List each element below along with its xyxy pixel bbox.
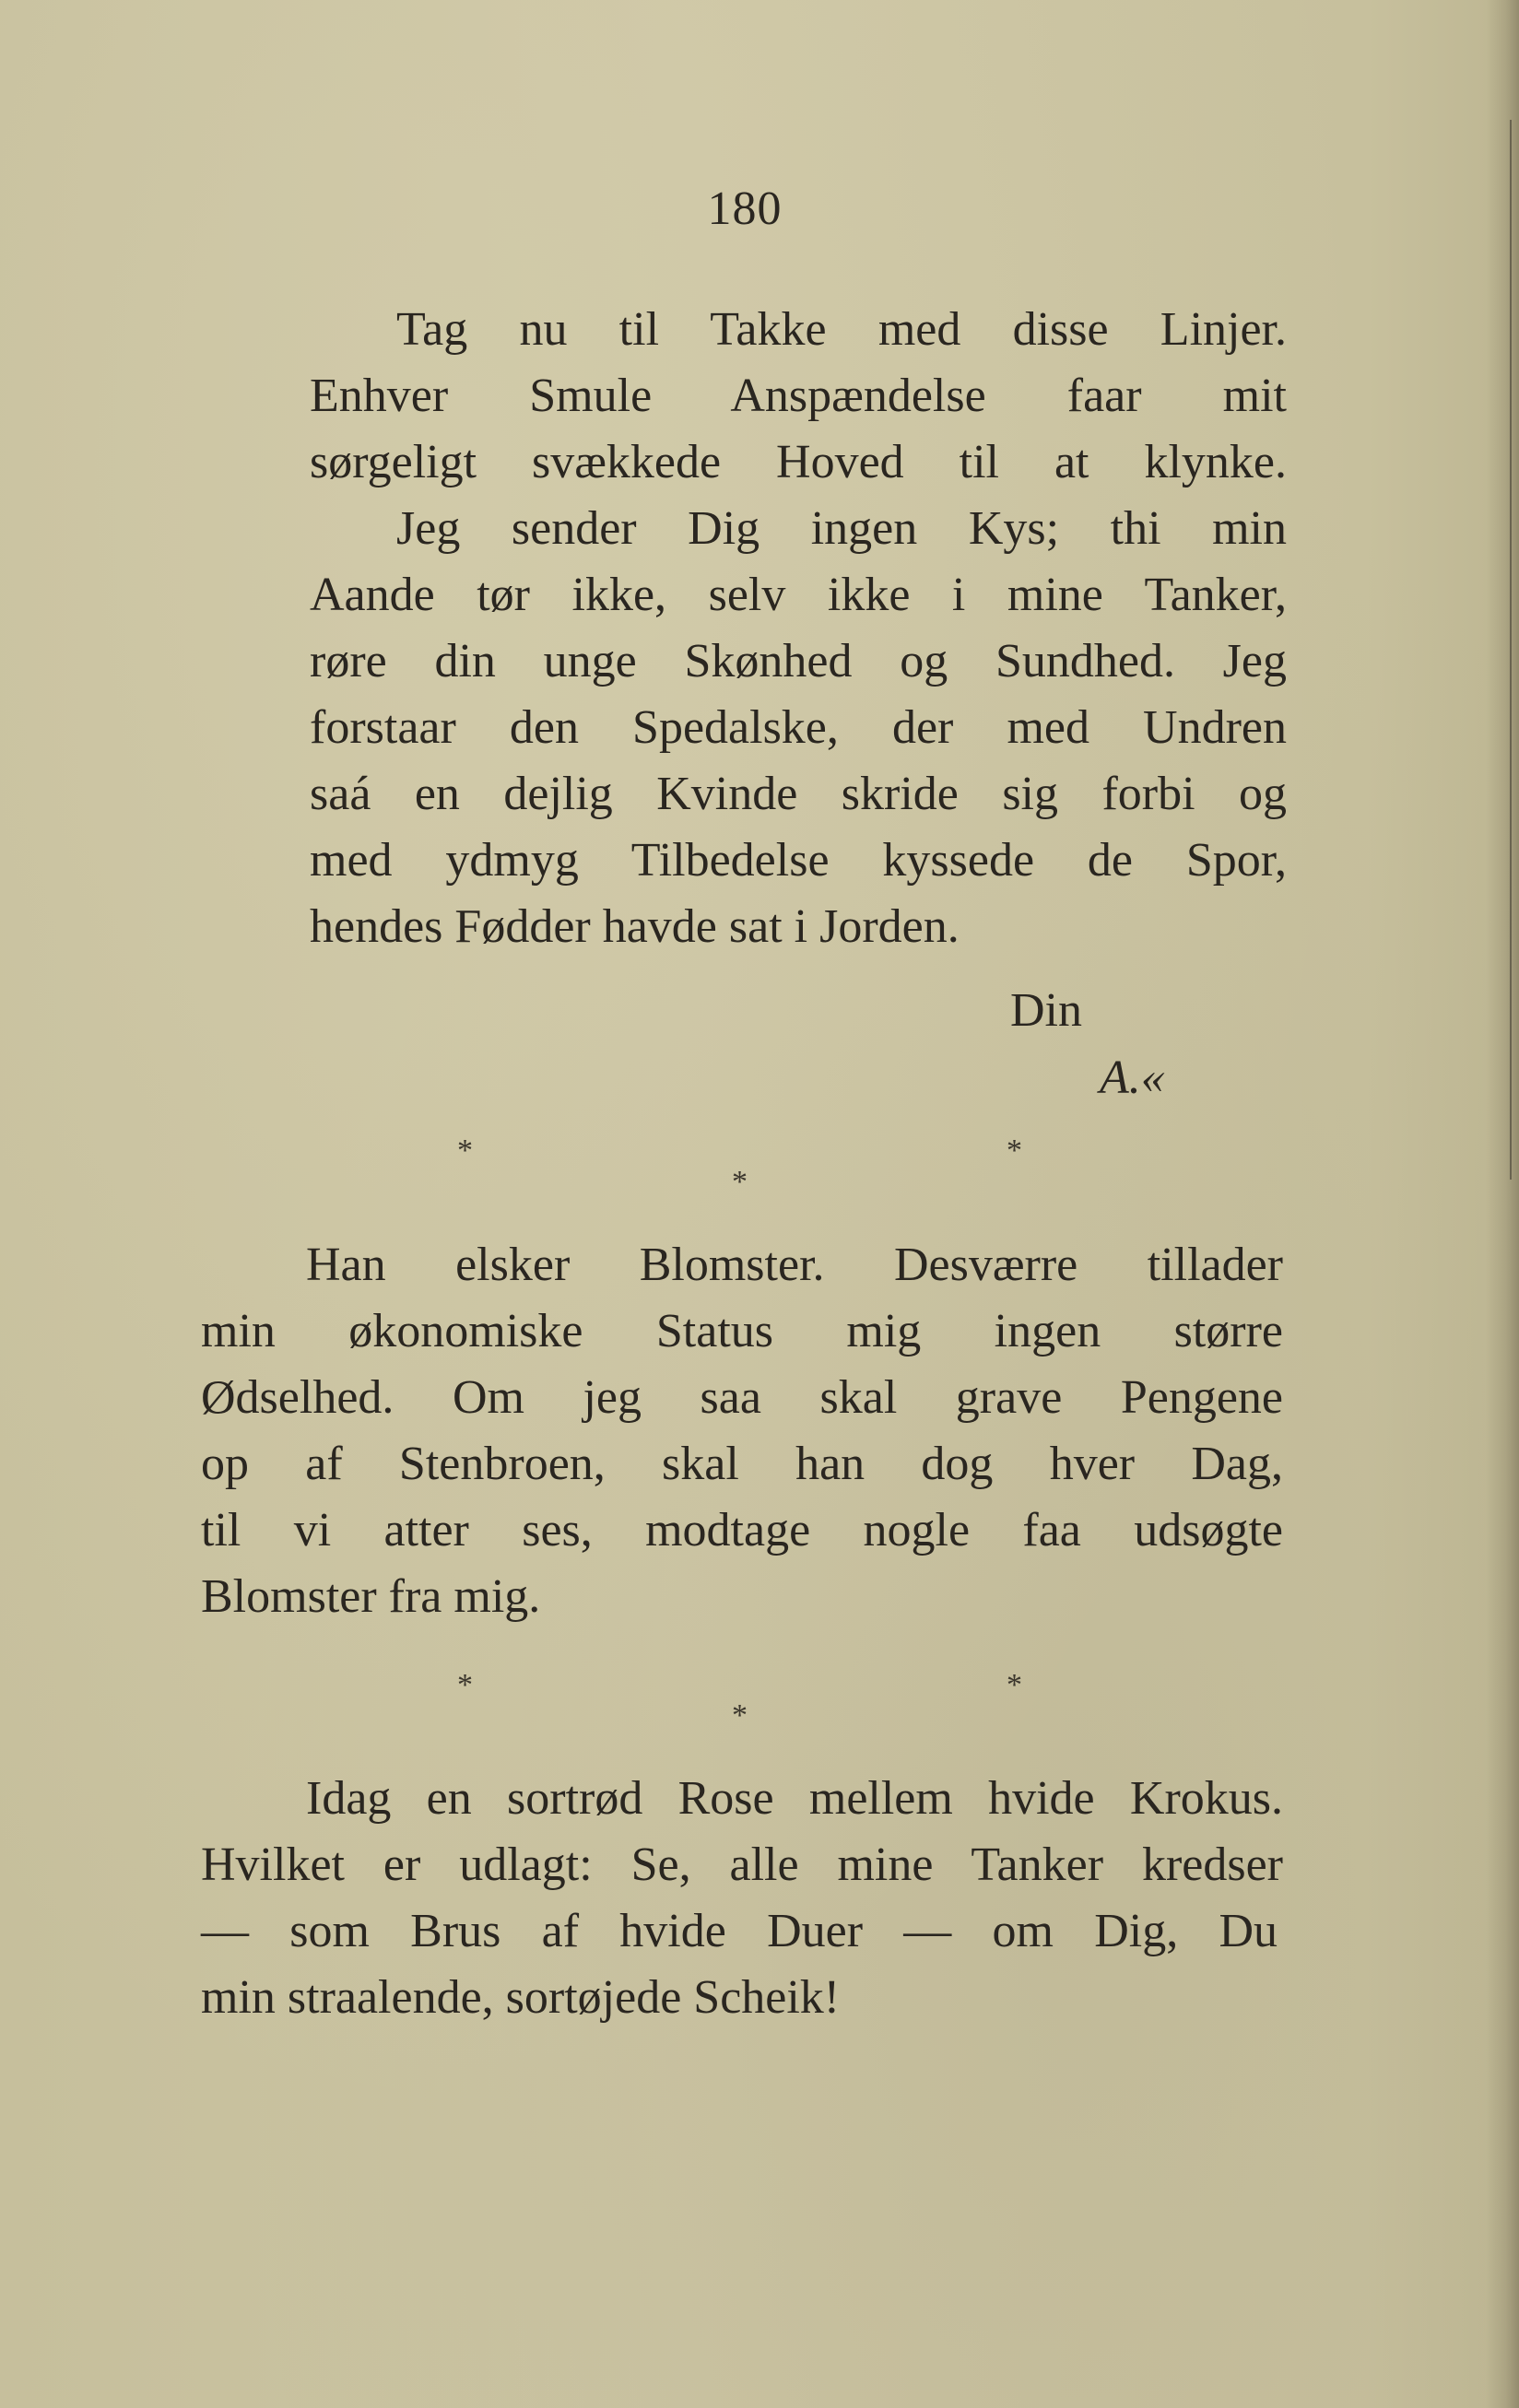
text-line: min straalende, sortøjede Scheik! (201, 1971, 841, 2024)
text-line: til vi atter ses, modtage nogle faa udsøgte (201, 1504, 1283, 1556)
text-line: Jeg sender Dig ingen Kys; thi min (396, 502, 1287, 555)
asterisk-icon: * (457, 1668, 473, 1702)
text-line: Tag nu til Takke med disse Linjer. (396, 303, 1287, 356)
text-line: med ydmyg Tilbedelse kyssede de Spor, (310, 834, 1287, 887)
page-number: 180 (707, 182, 783, 235)
asterisk-icon: * (1007, 1668, 1022, 1702)
text-line: — som Brus af hvide Duer — om Dig, Du (201, 1905, 1278, 1957)
asterisk-icon: * (732, 1165, 748, 1199)
letter-signature: A.« (1100, 1051, 1165, 1104)
text-line: Aande tør ikke, selv ikke i mine Tanker, (310, 569, 1287, 621)
text-line: Han elsker Blomster. Desværre tillader (306, 1239, 1283, 1291)
text-line: røre din unge Skønhed og Sundhed. Jeg (310, 635, 1287, 687)
text-line: Hvilket er udlagt: Se, alle mine Tanker kredser (201, 1838, 1283, 1891)
asterisk-icon: * (457, 1134, 473, 1168)
text-line: Blomster fra mig. (201, 1570, 541, 1623)
text-line: min økonomiske Status mig ingen større (201, 1305, 1283, 1357)
asterisk-icon: * (732, 1698, 748, 1733)
text-line: hendes Fødder havde sat i Jorden. (310, 900, 960, 953)
text-line: op af Stenbroen, skal han dog hver Dag, (201, 1438, 1283, 1490)
text-line: Ødselhed. Om jeg saa skal grave Pengene (201, 1371, 1283, 1424)
text-line: sørgeligt svækkede Hoved til at klynke. (310, 436, 1287, 488)
letter-closing: Din (1010, 984, 1082, 1037)
text-line: forstaar den Spedalske, der med Undren (310, 701, 1287, 754)
page-edge-shadow (1486, 0, 1519, 2408)
text-line: Enhver Smule Anspændelse faar mit (310, 370, 1287, 422)
asterisk-icon: * (1007, 1134, 1022, 1168)
page-edge-line (1510, 120, 1512, 1180)
text-line: Idag en sortrød Rose mellem hvide Krokus. (306, 1772, 1283, 1825)
text-line: saá en dejlig Kvinde skride sig forbi og (310, 768, 1287, 820)
